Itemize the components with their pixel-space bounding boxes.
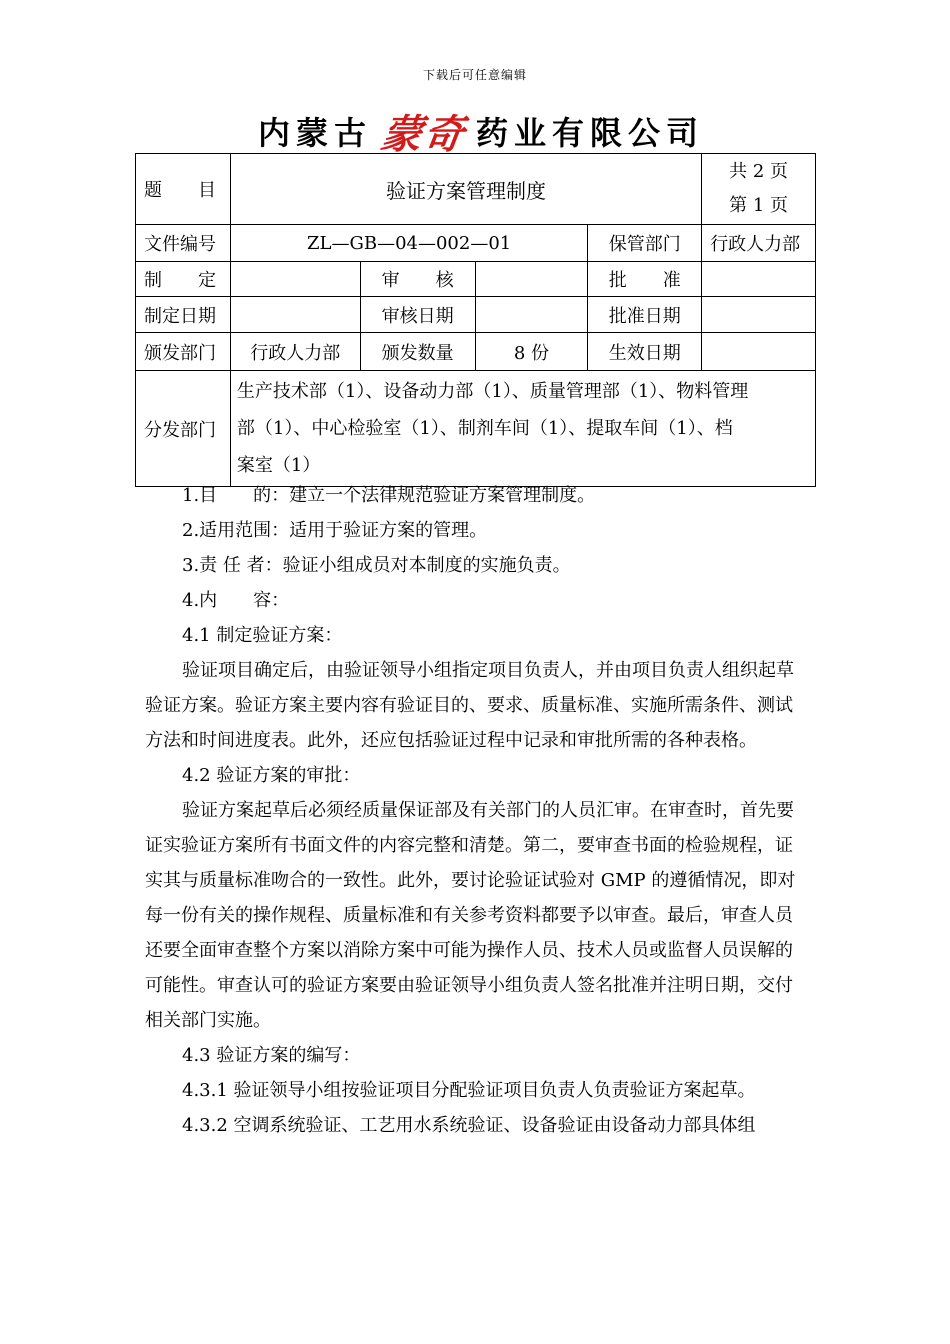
subsection-4-1-paragraph: 验证项目确定后，由验证领导小组指定项目负责人，并由项目负责人组织起草验证方案。验证方案主要内容有验证目的、要求、质量标准、实施所需条件、测试方法和时间进度表。此外，还应包括验证过程中记录和审批所需的各种表格。	[145, 660, 794, 751]
made-label: 制 定	[136, 262, 231, 297]
effective-date-label: 生效日期	[588, 333, 702, 371]
review-label: 审 核	[360, 262, 475, 297]
keeper-label: 保管部门	[588, 225, 702, 262]
approve-value	[702, 262, 816, 297]
dist-line: 案室（1）	[236, 455, 321, 476]
review-date-label: 审核日期	[360, 297, 475, 333]
issue-qty-label: 颁发数量	[360, 333, 475, 371]
approve-label: 批 准	[588, 262, 702, 297]
document-control-table	[135, 153, 816, 487]
dist-line: 部（1）、中心检验室（1）、制剂车间（1）、提取车间（1）、档	[236, 418, 733, 439]
made-date-label: 制定日期	[136, 297, 231, 333]
issue-qty-value: 8 份	[475, 333, 588, 371]
review-value	[475, 262, 588, 297]
document-body	[145, 478, 806, 1143]
subsection-4-3-2: 4.3.2 空调系统验证、工艺用水系统验证、设备验证由设备动力部具体组	[182, 1115, 756, 1136]
company-name-suffix: 药业有限公司	[476, 114, 705, 152]
made-value	[230, 262, 360, 297]
company-name-prefix: 内蒙古	[258, 114, 373, 152]
made-date-value	[230, 297, 360, 333]
total-pages: 共 2 页	[729, 161, 789, 182]
download-note: 下载后可任意编辑	[422, 68, 527, 82]
dist-label: 分发部门	[136, 371, 231, 487]
subsection-4-2-paragraph: 验证方案起草后必须经质量保证部及有关部门的人员汇审。在审查时，首先要证实验证方案所有书面文件的内容完整和清楚。第二，要审查书面的检验规程，证实其与质量标准吻合的一致性。此外，要讨论验证试验对 GMP 的遵循情况，即对每一份有关的操作规程、质量标准和有关参考资料都要予以审查。最后，审查人员还要全面审查整个方案以消除方案中可能为操作人员、技术人员或监督人员误解的可能性。审查认可的验证方案要由验证领导小组负责人签名批准并注明日期，交付相关部门实施。	[145, 800, 796, 1031]
subsection-4-3-heading: 4.3 验证方案的编写：	[182, 1045, 361, 1066]
approve-date-value	[702, 297, 816, 333]
dist-departments	[230, 371, 815, 487]
file-no: ZL—GB—04—002—01	[230, 225, 587, 262]
brand-logo: 蒙奇	[378, 110, 469, 158]
section-scope: 2.适用范围：适用于验证方案的管理。	[182, 520, 488, 541]
doc-title: 验证方案管理制度	[230, 154, 701, 225]
subsection-4-2-heading: 4.2 验证方案的审批：	[182, 765, 361, 786]
keeper-value: 行政人力部	[702, 225, 816, 262]
section-content-heading: 4.内 容：	[182, 590, 290, 611]
page-number: 第 1 页	[729, 195, 789, 216]
approve-date-label: 批准日期	[588, 297, 702, 333]
title-label: 题 目	[136, 154, 231, 225]
subsection-4-3-1: 4.3.1 验证领导小组按验证项目分配验证项目负责人负责验证方案起草。	[182, 1080, 756, 1101]
section-responsible: 3.责 任 者：验证小组成员对本制度的实施负责。	[182, 555, 571, 576]
page-info	[702, 154, 816, 225]
dist-line: 生产技术部（1）、设备动力部（1）、质量管理部（1）、物料管理	[236, 381, 749, 402]
company-header	[258, 108, 705, 158]
issue-dept-label: 颁发部门	[136, 333, 231, 371]
effective-date-value	[702, 333, 816, 371]
file-no-label: 文件编号	[136, 225, 231, 262]
review-date-value	[475, 297, 588, 333]
subsection-4-1-heading: 4.1 制定验证方案：	[182, 625, 343, 646]
issue-dept-value: 行政人力部	[230, 333, 360, 371]
section-purpose: 1.目 的：建立一个法律规范验证方案管理制度。	[182, 485, 596, 506]
